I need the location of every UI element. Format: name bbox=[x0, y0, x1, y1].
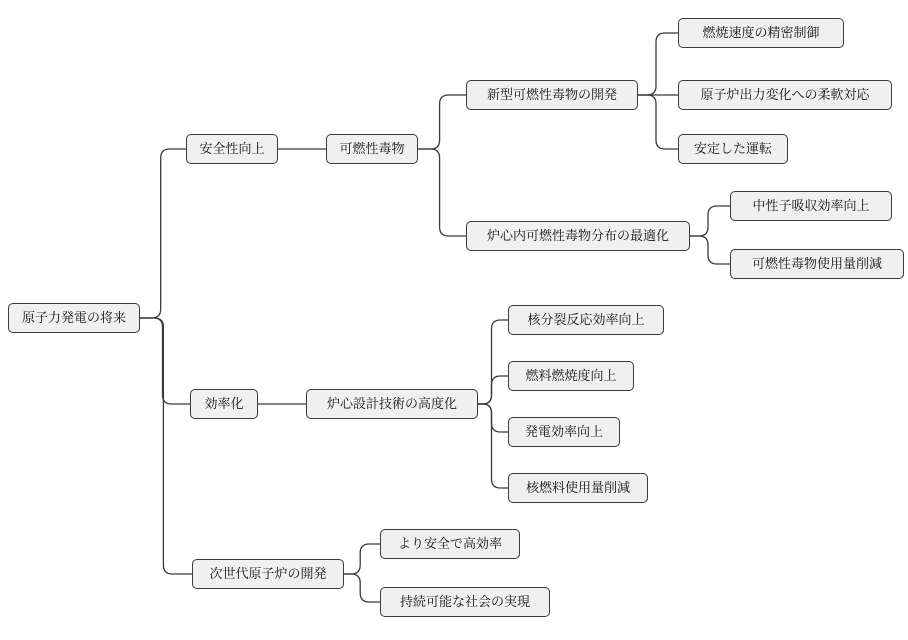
tree-node[interactable]: 原子炉出力変化への柔軟対応 bbox=[678, 80, 892, 110]
tree-node[interactable]: 可燃性毒物使用量削減 bbox=[730, 249, 904, 279]
tree-edge bbox=[638, 33, 678, 95]
tree-edge bbox=[140, 149, 186, 318]
tree-node[interactable]: 安全性向上 bbox=[186, 134, 278, 164]
tree-node[interactable]: 発電効率向上 bbox=[508, 417, 620, 447]
tree-node[interactable]: 炉心内可燃性毒物分布の最適化 bbox=[466, 221, 690, 251]
tree-node[interactable]: より安全で高効率 bbox=[380, 529, 520, 559]
tree-edge bbox=[690, 206, 730, 236]
tree-edge bbox=[344, 544, 380, 574]
tree-edge bbox=[690, 236, 730, 264]
tree-node[interactable]: 安定した運転 bbox=[678, 134, 788, 164]
tree-node[interactable]: 核分裂反応効率向上 bbox=[508, 305, 664, 335]
tree-node[interactable]: 持続可能な社会の実現 bbox=[380, 587, 550, 617]
tree-edge bbox=[478, 376, 508, 404]
tree-node[interactable]: 新型可燃性毒物の開発 bbox=[466, 80, 638, 110]
tree-edge bbox=[478, 404, 508, 432]
tree-node[interactable]: 燃焼速度の精密制御 bbox=[678, 18, 844, 48]
tree-node[interactable]: 次世代原子炉の開発 bbox=[192, 559, 344, 589]
tree-edge bbox=[638, 95, 678, 149]
tree-edge bbox=[478, 404, 508, 488]
tree-edge bbox=[140, 318, 190, 404]
tree-edge bbox=[140, 318, 192, 574]
tree-node[interactable]: 中性子吸収効率向上 bbox=[730, 191, 892, 221]
tree-node[interactable]: 核燃料使用量削減 bbox=[508, 473, 648, 503]
tree-node[interactable]: 効率化 bbox=[190, 389, 258, 419]
root-node[interactable]: 原子力発電の将来 bbox=[8, 303, 140, 333]
tree-edge bbox=[478, 320, 508, 404]
tree-node[interactable]: 可燃性毒物 bbox=[326, 134, 418, 164]
tree-edge bbox=[418, 95, 466, 149]
tree-node[interactable]: 炉心設計技術の高度化 bbox=[306, 389, 478, 419]
tree-node[interactable]: 燃料燃焼度向上 bbox=[508, 361, 634, 391]
tree-edge bbox=[344, 574, 380, 602]
tree-edge bbox=[418, 149, 466, 236]
